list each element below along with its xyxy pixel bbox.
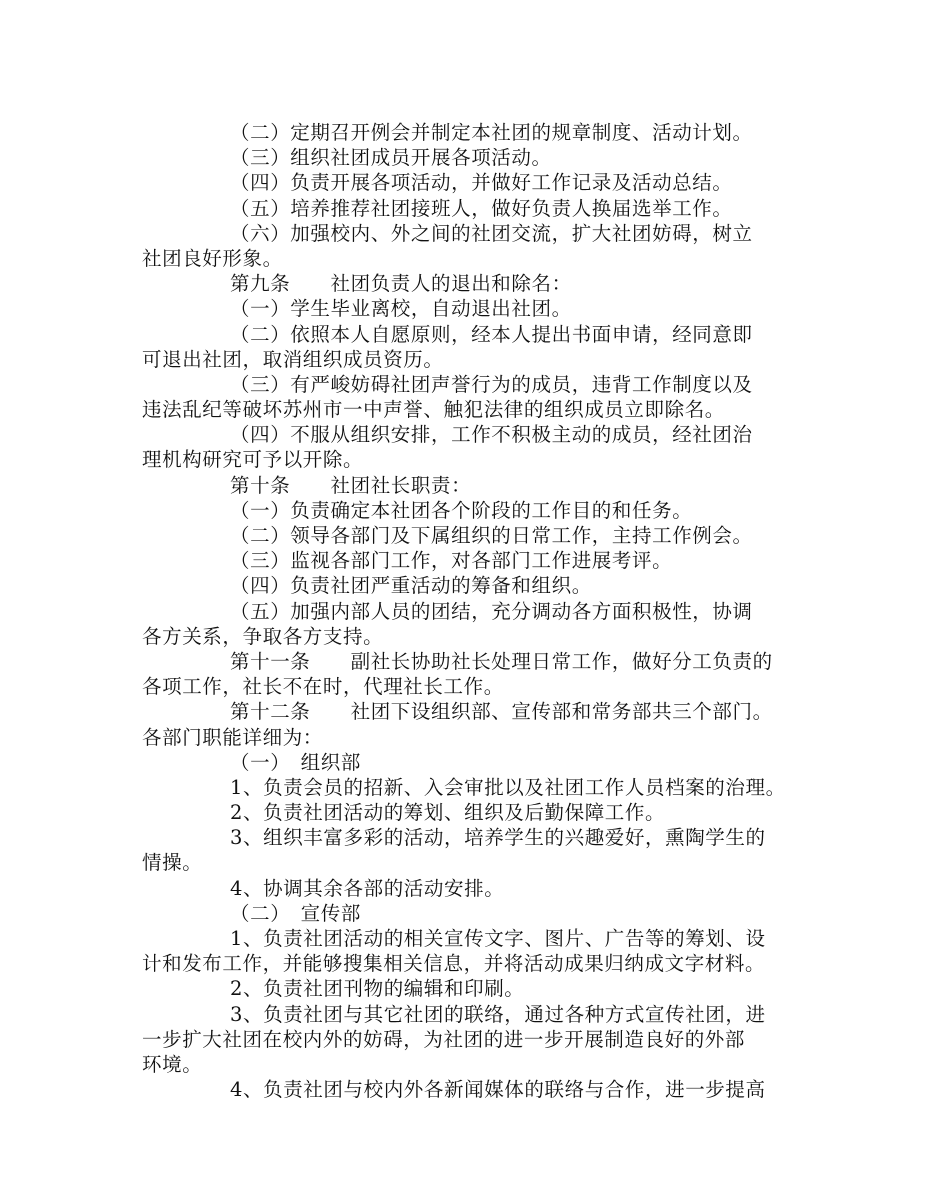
text-line: （五）培养推荐社团接班人，做好负责人换届选举工作。 [230,196,733,220]
text-line: 各项工作，社长不在时，代理社长工作。 [142,675,504,699]
text-line: 一步扩大社团在校内外的妨碍，为社团的进一步开展制造良好的外部 [142,1027,746,1051]
text-line: 可退出社团，取消组织成员资历。 [142,347,444,371]
article-heading: 第十条 社团社长职责： [230,473,472,497]
text-line: 3、负责社团与其它社团的联络，通过各种方式宣传社团，进 [230,1002,766,1026]
text-line: （一）负责确定本社团各个阶段的工作目的和任务。 [230,498,693,522]
text-line: 4、负责社团与校内外各新闻媒体的联络与合作，进一步提高 [230,1078,766,1102]
text-line: 各方关系，争取各方支持。 [142,624,384,648]
text-line: （二）依照本人自愿原则，经本人提出书面申请，经同意即 [230,322,753,346]
text-line: 1、负责会员的招新、入会审批以及社团工作人员档案的治理。 [230,775,786,799]
text-line: 理机构研究可予以开除。 [142,448,364,472]
text-line: （四）负责社团严重活动的筹备和组织。 [230,574,592,598]
text-line: （三）有严峻妨碍社团声誉行为的成员，违背工作制度以及 [230,372,753,396]
text-line: 1、负责社团活动的相关宣传文字、图片、广告等的筹划、设 [230,927,766,950]
text-line: 违法乱纪等破坏苏州市一中声誉、触犯法律的组织成员立即除名。 [142,398,725,422]
text-line: 环境。 [142,1052,203,1076]
text-line: 2、负责社团刊物的编辑和印刷。 [230,977,525,1001]
text-line: （三）监视各部门工作，对各部门工作进展考评。 [230,549,673,573]
section-heading: （二） 宣传部 [230,901,361,925]
text-line: 4、协调其余各部的活动安排。 [230,876,505,900]
text-line: 2、负责社团活动的筹划、组织及后勤保障工作。 [230,801,666,825]
text-line: （三）组织社团成员开展各项活动。 [230,146,552,170]
text-line: （二）领导各部门及下属组织的日常工作，主持工作例会。 [230,524,753,547]
text-line: （一）学生毕业离校，自动退出社团。 [230,297,572,321]
text-line: 各部门职能详细为： [142,725,323,749]
article-heading: 第九条 社团负责人的退出和除名： [230,272,572,296]
text-line: （六）加强校内、外之间的社团交流，扩大社团妨碍，树立 [230,221,753,245]
text-line: （五）加强内部人员的团结，充分调动各方面积极性，协调 [230,599,753,623]
article-heading: 第十一条 副社长协助社长处理日常工作，做好分工负责的 [230,649,773,673]
text-line: 情操。 [142,851,203,875]
article-heading: 第十二条 社团下设组织部、宣传部和常务部共三个部门。 [230,700,773,724]
text-line: （二）定期召开例会并制定本社团的规章制度、活动计划。 [230,121,753,144]
document-body [142,120,818,1102]
text-line: （四）负责开展各项活动，并做好工作记录及活动总结。 [230,171,733,195]
text-line: 社团良好形象。 [142,246,283,270]
text-line: 3、组织丰富多彩的活动，培养学生的兴趣爱好，熏陶学生的 [230,826,766,850]
text-line: （四）不服从组织安排，工作不积极主动的成员，经社团治 [230,423,753,447]
text-line: 计和发布工作，并能够搜集相关信息，并将活动成果归纳成文字材料。 [142,952,766,976]
section-heading: （一） 组织部 [230,750,361,774]
